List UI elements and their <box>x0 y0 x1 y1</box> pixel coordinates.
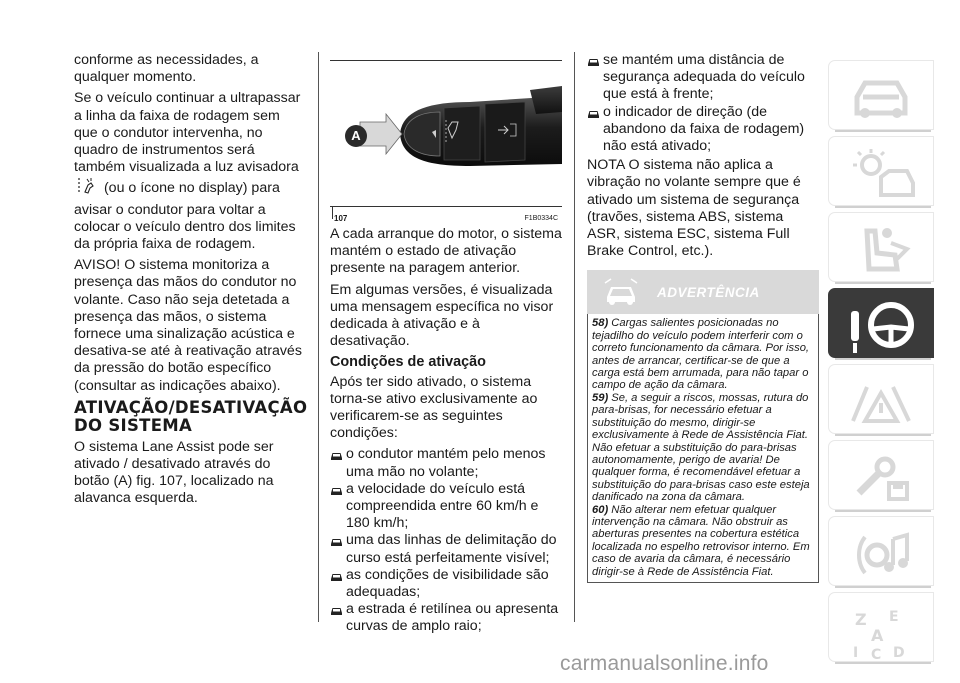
list-item-text: a estrada é retilínea ou apresenta curvas de amplo raio; <box>346 601 559 635</box>
list-item <box>330 481 562 533</box>
svg-text:D: D <box>893 645 905 659</box>
svg-text:A: A <box>871 626 884 645</box>
figure-number: 107 <box>334 214 348 223</box>
car-bullet-icon <box>330 449 344 466</box>
condition-list <box>330 446 562 635</box>
warning-item-number: 59) <box>592 391 609 404</box>
list-item-text: a velocidade do veículo está compreendida entre 60 km/h e 180 km/h; <box>346 480 539 532</box>
car-bullet-icon <box>330 604 344 621</box>
warning-box <box>587 270 819 583</box>
car-warning-icon <box>601 277 641 307</box>
list-item-text: se mantém uma distância de segurança adequada do veículo que está à frente; <box>603 52 805 103</box>
list-item-text: uma das linhas de delimitação do curso está perfeitamente visível; <box>346 532 557 566</box>
tab-underline <box>835 510 931 512</box>
list-item <box>330 532 562 566</box>
tab-underline <box>835 130 931 132</box>
paragraph: Em algumas versões, é visualizada uma mensagem específica no visor dedicada à ativação e à desativação. <box>330 281 554 350</box>
chapter-tab[interactable] <box>828 60 934 130</box>
paragraph <box>74 90 306 253</box>
car-bullet-icon <box>330 484 344 501</box>
tab-underline <box>835 282 931 284</box>
watermark: carmanualsonline.info <box>560 652 769 675</box>
figure-callout-label: A <box>351 128 361 143</box>
multimedia-icon <box>837 523 925 583</box>
warning-item-number: 60) <box>592 503 609 516</box>
list-item <box>587 52 819 104</box>
list-item-text: o condutor mantém pelo menos uma mão no volante; <box>346 446 546 480</box>
warning-item <box>592 317 814 391</box>
warning-item <box>592 392 814 504</box>
column-divider <box>574 52 575 622</box>
column-divider <box>318 52 319 622</box>
column-right <box>587 52 819 583</box>
warning-item-number: 58) <box>592 317 609 330</box>
svg-text:E: E <box>889 609 899 625</box>
paragraph: AVISO! O sistema monitoriza a presença das mãos do condutor no volante. Caso não seja detetada a presença das mãos, o sistema fornece uma sinalização acústica e desativa-se até à reativação através da pressão do botão específico (consultar as indicações abaixo). <box>74 257 302 394</box>
chapter-tab[interactable] <box>828 212 934 282</box>
svg-text:C: C <box>871 647 882 659</box>
car-bullet-icon <box>330 570 344 587</box>
tab-underline <box>835 586 931 588</box>
figure-stalk <box>330 52 562 223</box>
car-bullet-icon <box>587 55 601 72</box>
car-bullet-icon <box>330 535 344 552</box>
svg-text:I: I <box>853 645 859 659</box>
index-letters-icon <box>837 599 925 659</box>
list-item <box>330 446 562 480</box>
chapter-tab[interactable] <box>828 516 934 586</box>
paragraph: conforme as necessidades, a qualquer momento. <box>74 52 259 86</box>
figure-code: F1B0334C <box>524 215 558 222</box>
figure-caption-divider <box>332 207 333 219</box>
tab-underline <box>835 434 931 436</box>
paragraph: Após ter sido ativado, o sistema torna-se ativo exclusivamente ao verificarem-se as seguintes condições: <box>330 373 538 442</box>
lane-assist-warning-icon <box>77 176 97 201</box>
section-heading: ATIVAÇÃO/DESATIVAÇÃO DO SISTEMA <box>74 397 308 435</box>
chapter-tab[interactable] <box>828 136 934 206</box>
list-item <box>587 104 819 156</box>
paragraph: A cada arranque do motor, o sistema mantém o estado de ativação presente na paragem anterior. <box>330 226 562 277</box>
car-bullet-icon <box>587 107 601 124</box>
subsection-heading: Condições de ativação <box>330 354 486 371</box>
tab-underline <box>835 662 931 664</box>
warning-item-text: Cargas salientes posicionadas no tejadilho do veículo podem interferir com o correto funcionamento da câmara. Por isso, antes de arrancar, certificar-se de que a carga está bem arrumada, para não tapar o campo de ação da câmara. <box>592 317 810 392</box>
list-item <box>330 567 562 601</box>
warning-header <box>587 270 819 314</box>
svg-text:Z: Z <box>855 610 867 629</box>
figure-bottom-rule <box>330 206 562 207</box>
list-item <box>330 601 562 635</box>
paragraph-text: Se o veículo continuar a ultrapassar a linha da faixa de rodagem sem que o condutor intervenha, no quadro de instrumentos será também visualizada a luz avisadora <box>74 90 301 176</box>
tab-underline <box>835 206 931 208</box>
list-item-text: o indicador de direção (de abandono da faixa de rodagem) não está ativado; <box>603 103 805 155</box>
warning-item-text: Não alterar nem efetuar qualquer intervenção na câmara. Não obstruir as aberturas presentes na cobertura estética localizada no espelho retrovisor interno. Em caso de avaria da câmara, é necessário dirigir-se à Rede de Assistência Fiat. <box>592 503 810 578</box>
seat-airbag-icon <box>837 219 925 279</box>
chapter-tab[interactable] <box>828 440 934 510</box>
paragraph: O sistema Lane Assist pode ser ativado / desativado através do botão (A) fig. 107, localizado na alavanca esquerda. <box>74 438 274 507</box>
warning-title: ADVERTÊNCIA <box>657 285 760 301</box>
maintenance-wrench-icon <box>837 447 925 507</box>
column-middle <box>330 52 562 636</box>
column-left <box>74 52 306 512</box>
road-warning-icon <box>837 371 925 431</box>
paragraph: NOTA O sistema não aplica a vibração no volante sempre que é ativado um sistema de segurança (travões, sistema ABS, sistema ASR, sistema ESC, sistema Full Brake Control, etc.). <box>587 157 801 260</box>
chapter-tab[interactable] <box>828 592 934 662</box>
warning-body <box>587 314 819 583</box>
paragraph-text: (ou o ícone no display) para avisar o condutor para voltar a colocar o veículo dentro dos limites da própria faixa de rodagem. <box>74 180 296 253</box>
list-item-text: as condições de visibilidade são adequadas; <box>346 566 549 601</box>
warning-lights-icon <box>837 143 925 203</box>
chapter-tab[interactable] <box>828 364 934 434</box>
chapter-tab[interactable] <box>828 288 934 358</box>
warning-item-text: Se, a seguir a riscos, mossas, rutura do para-brisas, for necessário efetuar a substituição do mesmo, dirigir-se exclusivamente à Rede de Assistência Fiat. Não efetuar a substituição do para-brisas autonomamente, perigo de avaria! De qualquer forma, é recomendável efetuar a substituição do para-brisas caso este esteja danificado na zona da câmara. <box>592 391 810 504</box>
condition-list <box>587 52 819 155</box>
steering-wheel-key-icon <box>837 295 925 355</box>
car-dashboard-icon <box>837 67 925 127</box>
warning-item <box>592 504 814 578</box>
tab-underline <box>835 358 931 360</box>
